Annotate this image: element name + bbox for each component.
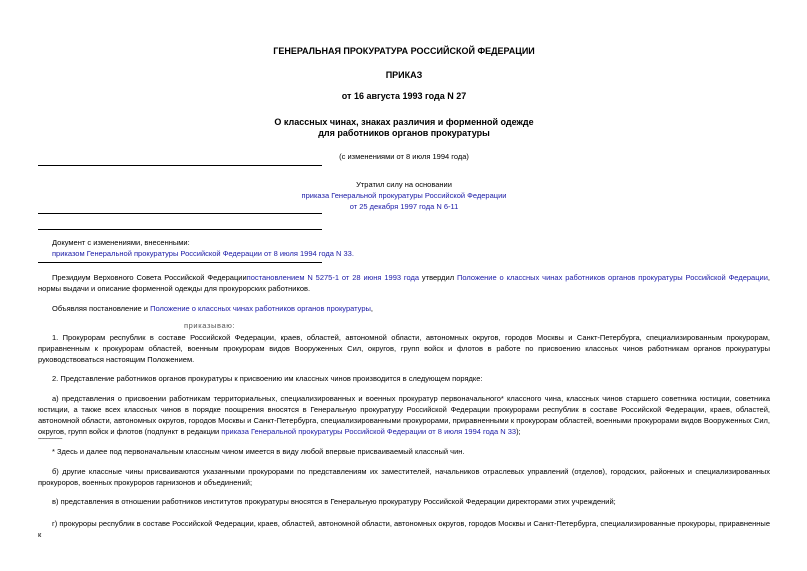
resolution-link[interactable]: постановлением N 5275-1 от 28 июня 1993 года <box>246 273 420 282</box>
preamble-text: Президиум Верховного Совета Российской Федерации <box>52 273 247 282</box>
preamble-text: , нормы выдачи и описание форменной одежды для прокурорских работников. <box>38 273 770 293</box>
organization-heading: ГЕНЕРАЛЬНАЯ ПРОКУРАТУРА РОССИЙСКОЙ ФЕДЕРАЦИИ <box>273 46 535 56</box>
lost-force-link[interactable]: приказа Генеральной прокуратуры Российской Федерации <box>301 191 507 200</box>
paragraph-announcement <box>38 303 770 314</box>
announcement-text: Объявляя постановление и <box>52 304 151 313</box>
document-changes-link[interactable]: приказом Генеральной прокуратуры Российской Федерации от 8 июля 1994 года N 33. <box>52 249 354 258</box>
footnote-separator: ---------------- <box>38 436 62 442</box>
title-line-2: для работников органов прокуратуры <box>318 128 490 138</box>
divider-line <box>38 213 322 214</box>
preamble-text: утвердил <box>419 273 458 282</box>
divider-line <box>38 262 322 263</box>
paragraph-2a-text: ); <box>516 427 521 436</box>
paragraph-2v: в) представления в отношении работников институтов прокуратуры вносятся в Генеральную прокуратуру Российской Федерации директорами этих учреждений; <box>52 497 616 506</box>
document-type-heading: ПРИКАЗ <box>385 70 423 80</box>
footnote: * Здесь и далее под первоначальным классным чином имеется в виду любой впервые присваиваемый классный чин. <box>52 447 465 456</box>
paragraph-2a-text: а) представления о присвоении работникам территориальных, специализированных и военных прокуратур первоначального* классного чина, классных чинов старшего советника юстиции, советника юстиции, а также всех классных чинов в порядке поощрения вносятся в Генеральную прокуратуру Российской Федерации прокурорами республик в составе Российской Федерации, краев, областей, автономной области, автономных округов, городов Москвы и Санкт-Петербурга, специализированными прокурорами, приравненными к прокурорам областей, военными прокурорами видов Вооруженных Сил, округов, групп войск и флотов (подпункт в редакции <box>38 394 770 436</box>
lost-force-block <box>38 179 770 212</box>
paragraph-2g: г) прокуроры республик в составе Российской Федерации, краев, областей, автономной области, автономных округов, городов Москвы и Санкт-Петербурга, специализированные прокуроры, приравненные к <box>38 519 770 539</box>
divider-line <box>38 229 322 230</box>
paragraph-preamble <box>38 272 770 294</box>
document-title <box>38 117 770 139</box>
title-line-1: О классных чинах, знаках различия и форменной одежде <box>274 117 534 127</box>
lost-force-link-date[interactable]: от 25 декабря 1997 года N 6-11 <box>349 202 459 211</box>
paragraph-1: 1. Прокурорам республик в составе Российской Федерации, краев, областей, автономной области, автономных округов, городов Москвы и Санкт-Петербурга, специализированным прокурорам, приравненным к прокурорам областей, военным прокурорам видов Вооруженных Сил, округов, групп войск и флотов в работе по присвоению классных чинов работникам органов прокуратуры руководствоваться настоящим Положением. <box>38 333 770 364</box>
regulation-link-2[interactable]: Положение о классных чинах работников органов прокуратуры <box>150 304 371 313</box>
amendment-link[interactable]: приказа Генеральной прокуратуры Российской Федерации от 8 июля 1994 года N 33 <box>221 427 517 436</box>
orders-word: приказываю: <box>184 321 236 330</box>
paragraph-2a <box>38 393 770 437</box>
document-changes-label: Документ с изменениями, внесенными: <box>52 238 190 247</box>
lost-force-label: Утратил силу на основании <box>356 180 452 189</box>
regulation-link[interactable]: Положение о классных чинах работников органов прокуратуры Российской Федерации <box>457 273 768 282</box>
divider-line <box>38 165 322 166</box>
document-changes-block <box>52 237 354 259</box>
announcement-text: , <box>370 304 373 313</box>
changes-note: (с изменениями от 8 июля 1994 года) <box>339 152 469 161</box>
paragraph-2b: б) другие классные чины присваиваются указанными прокурорами по представлениям их заместителей, начальников отраслевых управлений (отделов), городских, районных и специализированных прокуроров, военных прокуроров гарнизонов и объединений; <box>38 467 770 487</box>
paragraph-2: 2. Представление работников органов прокуратуры к присвоению им классных чинов производится в следующем порядке: <box>52 374 483 383</box>
document-date-number: от 16 августа 1993 года N 27 <box>341 91 467 101</box>
